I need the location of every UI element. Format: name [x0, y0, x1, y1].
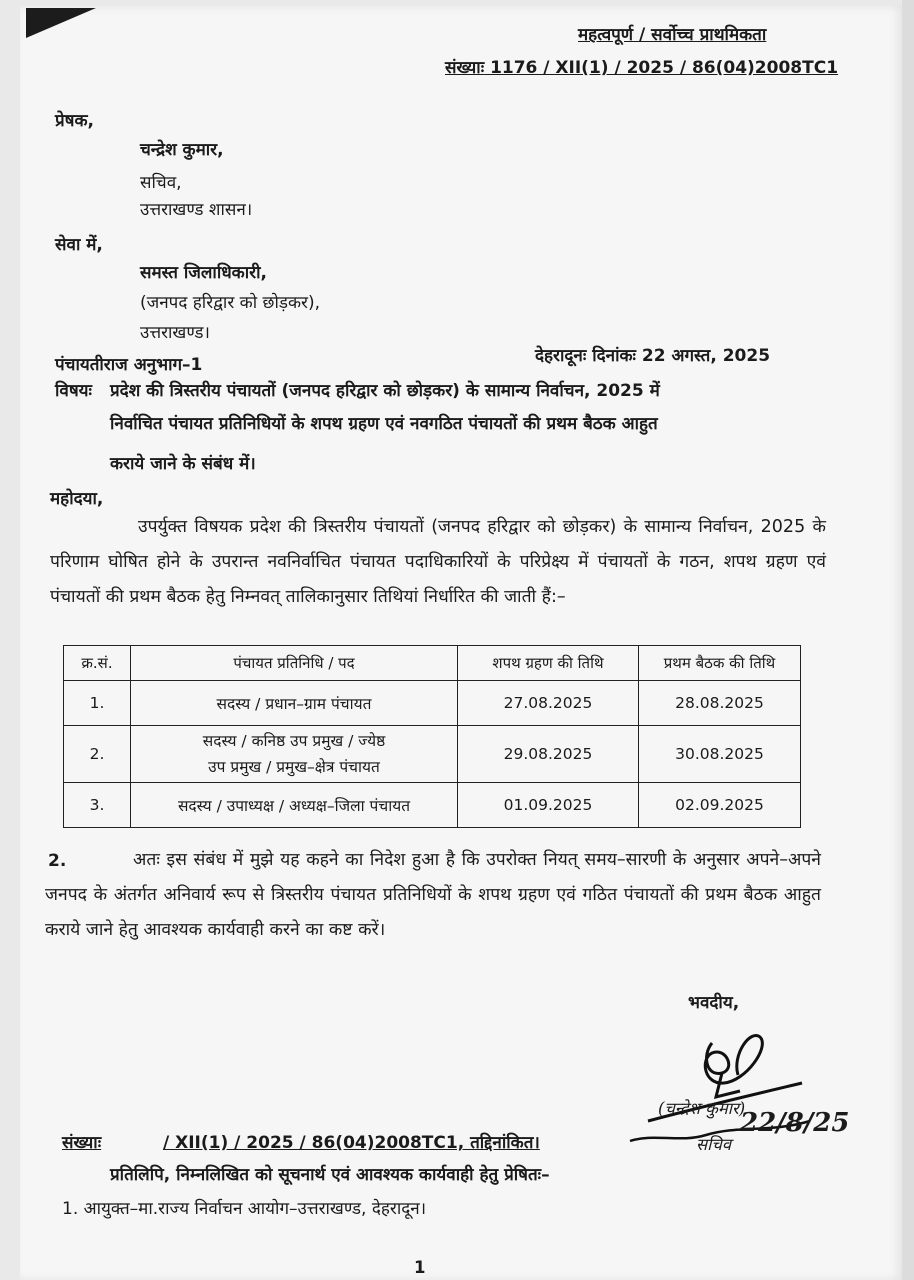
paragraph-1: उपर्युक्त विषयक प्रदेश की त्रिस्तरीय पंचायतों (जनपद हरिद्वार को छोड़कर) के सामान्य निर्वाचन, 2025 के परिणाम घोषित होने के उपरान्त नवनिर्वाचित पंचायत पदाधिकारियों के परिप्रेक्ष्य में पंचायतों के गठन, शपथ ग्रहण एवं पंचायतों की प्रथम बैठक हेतु निम्नवत् तालिकानुसार तिथियां निर्धारित की जाती हैं:–	[50, 517, 826, 607]
row-post: सदस्य / प्रधान–ग्राम पंचायत	[131, 681, 458, 726]
header-oath-date: शपथ ग्रहण की तिथि	[458, 646, 639, 681]
signature-date: 22/8/25	[740, 1108, 850, 1138]
copy-reference-label: संख्याः	[62, 1133, 102, 1153]
row-post	[131, 726, 458, 783]
sender-designation: सचिव,	[140, 173, 182, 193]
signatory-name: (चन्द्रेश कुमार)	[658, 1099, 746, 1118]
table-row	[64, 681, 801, 726]
subject-label: विषयः	[55, 381, 92, 401]
row-serial: 1.	[64, 681, 131, 726]
copy-item-1: 1. आयुक्त–मा.राज्य निर्वाचन आयोग–उत्तराखण्ड, देहरादून।	[62, 1199, 427, 1219]
reference-number	[445, 55, 838, 78]
row-meeting-date: 30.08.2025	[639, 726, 801, 783]
header-meeting-date: प्रथम बैठक की तिथि	[639, 646, 801, 681]
closing: भवदीय,	[688, 993, 740, 1013]
copy-intro: प्रतिलिपि, निम्नलिखित को सूचनार्थ एवं आवश्यक कार्यवाही हेतु प्रेषितः–	[110, 1165, 550, 1185]
reference-label: संख्याः	[445, 58, 485, 78]
section-name: पंचायतीराज अनुभाग–1	[55, 355, 203, 375]
row-post-line1: सदस्य / कनिष्ठ उप प्रमुख / ज्येष्ठ	[202, 732, 386, 750]
row-meeting-date: 02.09.2025	[639, 783, 801, 828]
subject-line1: प्रदेश की त्रिस्तरीय पंचायतों (जनपद हरिद्वार को छोड़कर) के सामान्य निर्वाचन, 2025 में	[110, 381, 660, 401]
page-edge	[902, 0, 914, 1280]
recipient-line3: उत्तराखण्ड।	[140, 323, 210, 343]
date-line: देहरादूनः दिनांकः 22 अगस्त, 2025	[535, 346, 771, 366]
salutation: महोदया,	[50, 489, 104, 509]
priority-label: महत्वपूर्ण / सर्वोच्च प्राथमिकता	[578, 25, 767, 45]
folded-corner	[26, 8, 96, 38]
sender-office: उत्तराखण्ड शासन।	[140, 200, 253, 220]
recipient-line2: (जनपद हरिद्वार को छोड़कर),	[140, 293, 321, 313]
header-post: पंचायत प्रतिनिधि / पद	[131, 646, 458, 681]
paragraph-2-number: 2.	[48, 851, 67, 871]
paragraph-2: अतः इस संबंध में मुझे यह कहने का निदेश हुआ है कि उपरोक्त नियत् समय–सारणी के अनुसार अपने–अपने जनपद के अंतर्गत अनिवार्य रूप से त्रिस्तरीय पंचायत प्रतिनिधियों के शपथ ग्रहण एवं गठित पंचायतों की प्रथम बैठक आहुत कराये जाने हेतु आवश्यक कार्यवाही करने का कष्ट करें।	[45, 850, 821, 940]
row-serial: 2.	[64, 726, 131, 783]
page-number: 1	[414, 1258, 426, 1277]
row-oath-date: 01.09.2025	[458, 783, 639, 828]
copy-reference-number: / XII(1) / 2025 / 86(04)2008TC1, तद्दिनांकित।	[162, 1133, 540, 1153]
copy-reference	[62, 1130, 540, 1153]
row-post: सदस्य / उपाध्यक्ष / अध्यक्ष–जिला पंचायत	[131, 783, 458, 828]
subject-line2: निर्वाचित पंचायत प्रतिनिधियों के शपथ ग्रहण एवं नवगठित पंचायतों की प्रथम बैठक आहुत	[110, 414, 658, 434]
recipient-line1: समस्त जिलाधिकारी,	[140, 263, 267, 283]
row-oath-date: 27.08.2025	[458, 681, 639, 726]
sender-name: चन्द्रेश कुमार,	[140, 140, 224, 160]
table-row	[64, 783, 801, 828]
sender-label: प्रेषक,	[55, 111, 95, 131]
table-header-row	[64, 646, 801, 681]
signatory-designation: सचिव	[696, 1135, 732, 1154]
row-post-line2: उप प्रमुख / प्रमुख–क्षेत्र पंचायत	[208, 758, 380, 776]
schedule-table	[63, 645, 801, 828]
row-meeting-date: 28.08.2025	[639, 681, 801, 726]
subject-line3: कराये जाने के संबंध में।	[110, 454, 256, 474]
table-row	[64, 726, 801, 783]
recipient-label: सेवा में,	[55, 235, 103, 255]
header-serial: क्र.सं.	[64, 646, 131, 681]
row-serial: 3.	[64, 783, 131, 828]
row-oath-date: 29.08.2025	[458, 726, 639, 783]
reference-value: 1176 / XII(1) / 2025 / 86(04)2008TC1	[490, 58, 839, 78]
